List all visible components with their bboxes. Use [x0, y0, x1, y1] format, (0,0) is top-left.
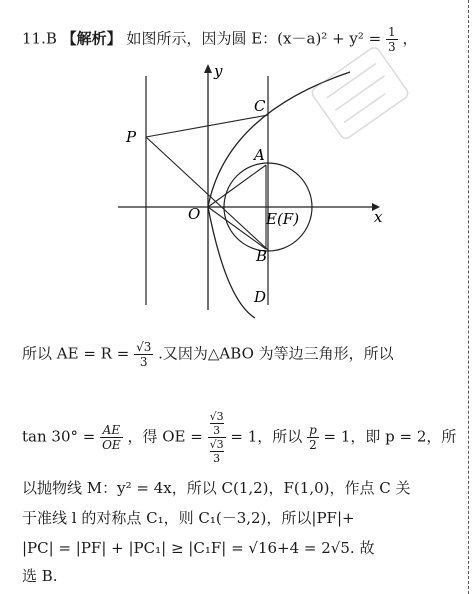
intro-text: 如图所示，因为圆 E：(x－a)² + y² =: [126, 29, 387, 48]
label-y-axis: y: [214, 62, 223, 80]
line2-b: ，得 OE =: [127, 427, 208, 446]
label-e-f: E(F): [266, 210, 300, 228]
label-d: D: [254, 288, 267, 306]
line1-fraction-num: √3: [136, 340, 152, 354]
segment-pc: [146, 115, 268, 137]
label-b: B: [256, 247, 268, 265]
intro-end: ，: [402, 29, 418, 48]
solution-line-2: [22, 410, 456, 465]
line2-a: tan 30° =: [22, 427, 101, 446]
watermark-stamp-icon: [285, 18, 435, 168]
label-p: P: [126, 128, 137, 146]
line2-compound-top: [208, 410, 226, 438]
line2-fraction-2-num: p: [309, 423, 317, 437]
line2-fraction-1-num: AE: [100, 423, 123, 438]
line2-bot-den: 3: [213, 452, 221, 465]
y-axis-arrow-icon: [204, 64, 212, 73]
line2-fraction-1: [100, 423, 123, 452]
line2-bot-num: √3: [209, 438, 224, 451]
line1-a: 所以 AE = R =: [22, 344, 135, 363]
solution-line-1: [22, 340, 394, 369]
line1-fraction: [134, 340, 153, 369]
intro-fraction-den: 3: [388, 40, 396, 54]
solution-line-4: 于准线 l 的对称点 C₁，则 C₁(－3,2)，所以|PF|+: [22, 509, 355, 527]
line2-fraction-2-den: 2: [309, 438, 317, 452]
line2-fraction-2: [307, 423, 319, 452]
segment-pf: [146, 137, 268, 250]
line2-top-num: √3: [209, 410, 224, 423]
line2-compound-fraction: [208, 410, 226, 465]
solution-line-6: 选 B.: [22, 567, 58, 585]
label-c: C: [254, 97, 266, 115]
line2-fraction-1-den: OE: [102, 438, 121, 452]
label-a: A: [254, 146, 265, 164]
line2-top-den: 3: [213, 424, 221, 437]
intro-fraction-num: 1: [388, 25, 396, 39]
line2-compound-bottom: [208, 438, 226, 465]
line2-c: = 1，所以: [230, 427, 308, 446]
solution-line-3: 以抛物线 M：y² = 4x，所以 C(1,2)，F(1,0)，作点 C 关: [22, 479, 411, 497]
label-x-axis: x: [374, 208, 383, 226]
label-o: O: [188, 205, 201, 223]
line1-fraction-den: 3: [139, 355, 148, 369]
problem-number: 11.B: [22, 29, 57, 48]
analysis-tag: 【解析】: [61, 29, 122, 48]
solution-line-5: |PC| = |PF| + |PC₁| ≥ |C₁F| = √16+4 = 2√5. 故: [22, 539, 375, 557]
right-border-rule: [468, 0, 469, 594]
segment-oa: [208, 165, 266, 207]
line1-b: .又因为△ABO 为等边三角形，所以: [158, 344, 394, 363]
line2-d: = 1，即 p = 2，所: [323, 427, 457, 446]
